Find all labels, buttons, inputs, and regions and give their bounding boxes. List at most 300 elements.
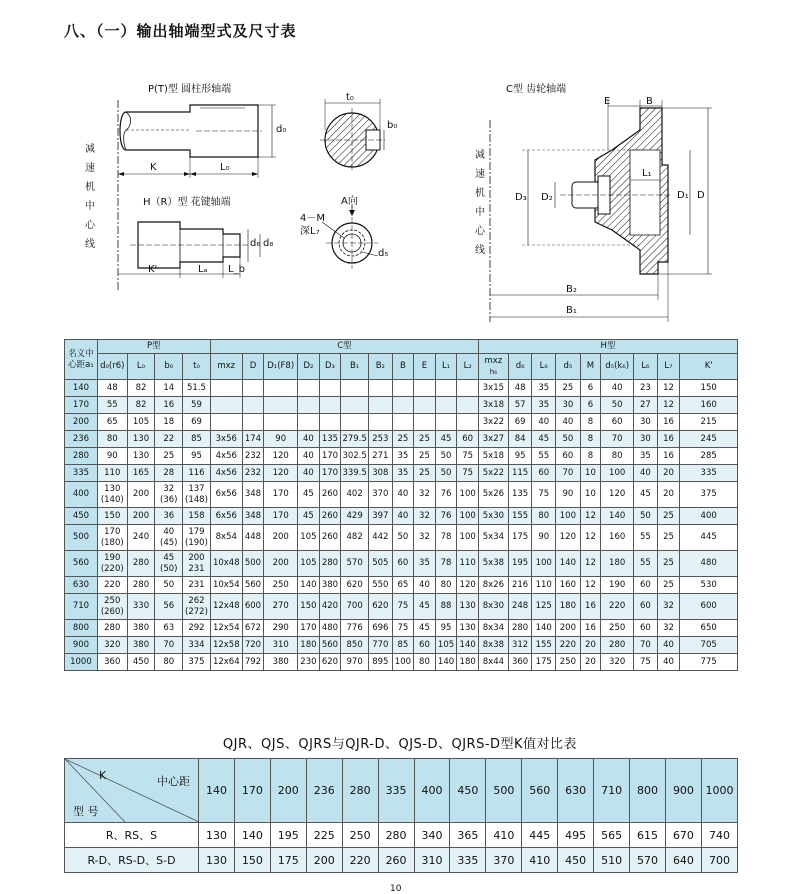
center-distance-cell: 1000 — [65, 654, 98, 671]
center-distance-cell: 236 — [65, 431, 98, 448]
table-cell: 135 — [508, 482, 532, 508]
table-cell: 25 — [556, 380, 581, 397]
table-cell: 40 — [298, 465, 320, 482]
table-cell: 70 — [601, 431, 634, 448]
table-cell: 5x22 — [479, 465, 509, 482]
table-cell: 115 — [508, 465, 532, 482]
table-cell: 312 — [508, 637, 532, 654]
corner-model: 型 号 — [73, 805, 99, 818]
table-cell: 292 — [183, 620, 211, 637]
k-value-cell: 220 — [342, 848, 378, 873]
table-cell: 25 — [414, 431, 436, 448]
table-cell: 75 — [457, 448, 479, 465]
dim-d3: D₃ — [515, 192, 527, 203]
table-cell: 850 — [341, 637, 369, 654]
table-cell: 16 — [580, 594, 601, 620]
table-cell: 60 — [414, 637, 436, 654]
table-cell: 480 — [680, 551, 738, 577]
table-cell — [435, 414, 457, 431]
table-cell: 35 — [532, 397, 556, 414]
k-value-cell: 140 — [234, 823, 270, 848]
table-cell: 60 — [556, 448, 581, 465]
k-table-row — [65, 848, 738, 873]
table-cell: 505 — [369, 551, 393, 577]
table-cell — [414, 397, 436, 414]
table-cell: 50 — [435, 465, 457, 482]
dim-d8: d₈ — [263, 238, 274, 249]
table-cell: 285 — [680, 448, 738, 465]
table-cell: 195 — [508, 551, 532, 577]
table-cell: 110 — [532, 577, 556, 594]
table-cell: 170 — [319, 465, 341, 482]
table-cell: 160 — [556, 577, 581, 594]
k-value-cell: 335 — [450, 848, 486, 873]
table-cell: 45 — [298, 482, 320, 508]
k-center-header: 400 — [414, 759, 450, 823]
table-cell: 120 — [601, 482, 634, 508]
table-cell: 792 — [242, 654, 264, 671]
table-cell: 84 — [508, 431, 532, 448]
header-p-col: d₀(r6) — [97, 354, 127, 380]
table-cell: 150 — [298, 594, 320, 620]
k-center-header: 200 — [270, 759, 306, 823]
table-cell: 40 — [532, 414, 556, 431]
table-cell: 10 — [580, 465, 601, 482]
header-group-c: C型 — [210, 340, 478, 354]
table-cell: 175 — [508, 525, 532, 551]
table-cell: 76 — [435, 482, 457, 508]
table-cell: 720 — [242, 637, 264, 654]
table-cell: 130 — [127, 448, 155, 465]
table-cell: 35 — [392, 465, 414, 482]
dim-d6: d₆ — [250, 238, 261, 249]
table-cell: 110 — [97, 465, 127, 482]
table-cell: 40 — [657, 654, 680, 671]
table-cell: 250 — [556, 654, 581, 671]
table-cell: 8x38 — [479, 637, 509, 654]
table-cell: 63 — [155, 620, 183, 637]
table-cell: 232 — [242, 465, 264, 482]
table-cell: 10x48 — [210, 551, 242, 577]
table-cell: 69 — [183, 414, 211, 431]
table-cell: 32 (36) — [155, 482, 183, 508]
table-cell: 100 — [556, 508, 581, 525]
table-cell: 12x54 — [210, 620, 242, 637]
k-value-cell: 410 — [486, 823, 522, 848]
table-cell: 20 — [580, 654, 601, 671]
table-cell: 620 — [319, 654, 341, 671]
header-c-col: D₁(F8) — [264, 354, 298, 380]
table-cell: 90 — [97, 448, 127, 465]
dim-t0: t₀ — [346, 92, 354, 103]
table-cell — [298, 414, 320, 431]
header-c-col: D₃ — [319, 354, 341, 380]
table-cell: 10 — [580, 482, 601, 508]
table-cell: 100 — [457, 482, 479, 508]
table-cell: 180 — [298, 637, 320, 654]
table-cell: 125 — [532, 594, 556, 620]
table-cell: 775 — [680, 654, 738, 671]
table-cell: 6x56 — [210, 508, 242, 525]
k-value-cell: 260 — [378, 848, 414, 873]
table-cell: 165 — [127, 465, 155, 482]
table-cell: 3x56 — [210, 431, 242, 448]
table-cell — [341, 397, 369, 414]
p-type-shaft-drawing — [118, 105, 276, 178]
table-cell: 5x18 — [479, 448, 509, 465]
table-cell: 220 — [97, 577, 127, 594]
table-cell: 50 — [556, 431, 581, 448]
table-cell: 482 — [341, 525, 369, 551]
dim-la: Lₐ — [198, 264, 208, 275]
table-row — [65, 465, 738, 482]
table-cell: 4x56 — [210, 448, 242, 465]
table-cell: 180 — [556, 594, 581, 620]
table-cell: 135 — [319, 431, 341, 448]
reducer-center-line-right: 减 速 机 中 心 线 — [475, 150, 485, 256]
table-cell: 75 — [634, 654, 658, 671]
table-cell: 170 (180) — [97, 525, 127, 551]
table-cell — [369, 380, 393, 397]
table-cell: 248 — [508, 594, 532, 620]
table-cell: 75 — [532, 482, 556, 508]
table-row — [65, 431, 738, 448]
table-cell: 155 — [508, 508, 532, 525]
table-cell: 70 — [634, 637, 658, 654]
p-type-label: P(T)型 圆柱形轴端 — [148, 84, 232, 95]
dim-d2: D₂ — [541, 192, 553, 203]
table-cell: 8x44 — [479, 654, 509, 671]
table-cell: 3x15 — [479, 380, 509, 397]
k-value-cell: 340 — [414, 823, 450, 848]
table-cell: 280 — [601, 637, 634, 654]
table-cell: 76 — [435, 508, 457, 525]
dim-d5: d₅ — [378, 248, 389, 259]
table-cell — [264, 414, 298, 431]
table-cell: 25 — [414, 465, 436, 482]
k-value-cell: 445 — [522, 823, 558, 848]
k-center-header: 450 — [450, 759, 486, 823]
center-distance-cell: 900 — [65, 637, 98, 654]
dim-l0: L₀ — [220, 162, 230, 173]
k-value-cell: 450 — [558, 848, 594, 873]
table-cell: 320 — [601, 654, 634, 671]
table-cell: 50 — [435, 448, 457, 465]
corner-center-distance: 中心距 — [157, 775, 190, 788]
header-h-col: d₅ — [556, 354, 581, 380]
header-a1-line2: 心距a₁ — [68, 359, 94, 370]
table-cell: 600 — [242, 594, 264, 620]
table-cell: 130 — [457, 620, 479, 637]
table-cell — [264, 397, 298, 414]
table-cell: 40 — [556, 414, 581, 431]
table-row — [65, 637, 738, 654]
header-h-col: L₆ — [532, 354, 556, 380]
table-cell: 400 — [680, 508, 738, 525]
table-cell: 100 — [457, 508, 479, 525]
table-cell: 375 — [183, 654, 211, 671]
dim-d1: D₁ — [677, 190, 689, 201]
table-cell: 48 — [97, 380, 127, 397]
table-cell: 45 — [435, 431, 457, 448]
table-cell: 69 — [508, 414, 532, 431]
table-cell — [369, 397, 393, 414]
table-cell: 78 — [435, 525, 457, 551]
header-h-col: L₇ — [657, 354, 680, 380]
table-cell: 280 — [508, 620, 532, 637]
table-cell: 200 — [264, 525, 298, 551]
table-cell: 28 — [155, 465, 183, 482]
header-h-col: d₆ — [508, 354, 532, 380]
table-cell: 95 — [183, 448, 211, 465]
table-cell: 310 — [264, 637, 298, 654]
table-cell: 40 — [298, 431, 320, 448]
table-cell — [210, 380, 242, 397]
table-cell: 59 — [183, 397, 211, 414]
header-c-col: B₁ — [341, 354, 369, 380]
page-number: 10 — [390, 884, 402, 894]
table-cell: 40 — [634, 465, 658, 482]
table-cell: 445 — [680, 525, 738, 551]
k-value-cell: 195 — [270, 823, 306, 848]
table-cell — [264, 380, 298, 397]
table-cell: 442 — [369, 525, 393, 551]
table-cell: 308 — [369, 465, 393, 482]
table-cell: 12 — [657, 380, 680, 397]
k-value-cell: 310 — [414, 848, 450, 873]
table-row — [65, 577, 738, 594]
table-cell: 348 — [242, 482, 264, 508]
table-cell: 140 — [435, 654, 457, 671]
k-value-cell: 225 — [306, 823, 342, 848]
header-h-mxz-line2: h₆ — [489, 367, 498, 376]
table-cell: 200 — [127, 482, 155, 508]
header-c-col: B — [392, 354, 414, 380]
table-cell: 250 (260) — [97, 594, 127, 620]
table-cell: 250 — [601, 620, 634, 637]
table-cell: 12x64 — [210, 654, 242, 671]
table-cell: 5x26 — [479, 482, 509, 508]
table-cell: 56 — [155, 594, 183, 620]
table-cell: 280 — [97, 620, 127, 637]
table-cell: 57 — [508, 397, 532, 414]
center-distance-cell: 400 — [65, 482, 98, 508]
k-value-cell: 670 — [665, 823, 701, 848]
table-cell: 51.5 — [183, 380, 211, 397]
table-cell: 130 — [127, 431, 155, 448]
table-cell: 420 — [319, 594, 341, 620]
k-value-cell: 640 — [665, 848, 701, 873]
table-cell: 45 — [414, 620, 436, 637]
table-cell: 78 — [435, 551, 457, 577]
table-cell: 380 — [127, 620, 155, 637]
k-value-table — [64, 758, 738, 873]
table-cell — [457, 397, 479, 414]
table-cell: 140 — [457, 637, 479, 654]
table-cell: 82 — [127, 397, 155, 414]
k-center-header: 560 — [522, 759, 558, 823]
table-cell: 18 — [155, 414, 183, 431]
table-cell: 23 — [634, 380, 658, 397]
table-cell: 40 (45) — [155, 525, 183, 551]
table-cell: 32 — [414, 508, 436, 525]
table-cell: 8 — [580, 414, 601, 431]
table-cell: 55 — [634, 551, 658, 577]
table-cell: 35 — [634, 448, 658, 465]
table-row — [65, 482, 738, 508]
dim-d: D — [697, 190, 705, 201]
table-row — [65, 551, 738, 577]
header-h-col: K' — [680, 354, 738, 380]
table-cell: 80 — [435, 577, 457, 594]
table-cell: 32 — [657, 620, 680, 637]
k-value-cell: 280 — [378, 823, 414, 848]
table-cell: 120 — [556, 525, 581, 551]
table-cell: 85 — [392, 637, 414, 654]
dim-4m: 4－M — [300, 213, 325, 224]
table-cell: 16 — [657, 448, 680, 465]
table-cell: 240 — [127, 525, 155, 551]
center-distance-cell: 450 — [65, 508, 98, 525]
table-cell: 500 — [242, 551, 264, 577]
table-cell: 137 (148) — [183, 482, 211, 508]
table-cell: 696 — [369, 620, 393, 637]
table-cell: 5x34 — [479, 525, 509, 551]
header-p-col: L₀ — [127, 354, 155, 380]
header-p-col: t₀ — [183, 354, 211, 380]
table-cell: 290 — [264, 620, 298, 637]
table-cell — [242, 380, 264, 397]
table-cell: 560 — [319, 637, 341, 654]
k-table-row — [65, 823, 738, 848]
table-cell: 190 — [601, 577, 634, 594]
table-cell: 60 — [601, 414, 634, 431]
table-cell: 20 — [657, 465, 680, 482]
table-cell: 174 — [242, 431, 264, 448]
table-cell: 110 — [457, 551, 479, 577]
table-cell — [319, 397, 341, 414]
table-cell — [341, 380, 369, 397]
table-cell: 25 — [155, 448, 183, 465]
table-cell: 35 — [392, 448, 414, 465]
table-cell: 220 — [556, 637, 581, 654]
table-cell: 895 — [369, 654, 393, 671]
table-cell: 170 — [264, 508, 298, 525]
table-cell: 55 — [532, 448, 556, 465]
k-value-cell: 200 — [306, 848, 342, 873]
table-cell — [298, 380, 320, 397]
k-value-cell: 370 — [486, 848, 522, 873]
table-cell: 8 — [580, 448, 601, 465]
table-cell: 160 — [601, 525, 634, 551]
table-cell: 45 — [298, 508, 320, 525]
table-cell: 320 — [97, 637, 127, 654]
table-cell: 380 — [127, 637, 155, 654]
center-distance-cell: 500 — [65, 525, 98, 551]
table-cell: 200 231 — [183, 551, 211, 577]
table-cell: 80 — [155, 654, 183, 671]
table-cell: 105 — [298, 525, 320, 551]
table-cell: 232 — [242, 448, 264, 465]
table-cell: 55 — [634, 525, 658, 551]
table-cell: 100 — [532, 551, 556, 577]
table-cell: 12 — [580, 525, 601, 551]
table-cell: 25 — [657, 525, 680, 551]
table-cell: 776 — [341, 620, 369, 637]
k-value-cell: 495 — [558, 823, 594, 848]
table-cell: 80 — [532, 508, 556, 525]
table-cell — [369, 414, 393, 431]
table-cell: 27 — [634, 397, 658, 414]
table-cell: 140 — [298, 577, 320, 594]
table-cell: 375 — [680, 482, 738, 508]
table-cell: 480 — [319, 620, 341, 637]
table-cell: 3x18 — [479, 397, 509, 414]
header-nominal-center — [65, 340, 98, 380]
table-cell: 158 — [183, 508, 211, 525]
header-p-col: b₀ — [155, 354, 183, 380]
table-cell: 16 — [657, 414, 680, 431]
table-cell: 90 — [556, 482, 581, 508]
k-value-cell: 510 — [594, 848, 630, 873]
table-cell: 429 — [341, 508, 369, 525]
table-cell: 270 — [264, 594, 298, 620]
table-row — [65, 508, 738, 525]
table-cell: 60 — [392, 551, 414, 577]
table-cell: 25 — [657, 508, 680, 525]
dim-k: K — [150, 162, 157, 173]
table-cell — [457, 380, 479, 397]
table-cell: 970 — [341, 654, 369, 671]
table-cell: 380 — [264, 654, 298, 671]
table-cell: 348 — [242, 508, 264, 525]
table-cell: 280 — [319, 551, 341, 577]
table-cell: 3x27 — [479, 431, 509, 448]
table-cell: 40 — [657, 637, 680, 654]
k-value-cell: 700 — [701, 848, 737, 873]
header-group-p: P型 — [97, 340, 210, 354]
table-cell: 90 — [264, 431, 298, 448]
reducer-center-line-left: 减 速 机 中 心 线 — [85, 144, 95, 250]
table-cell: 60 — [457, 431, 479, 448]
table-cell: 271 — [369, 448, 393, 465]
table-cell: 120 — [264, 448, 298, 465]
table-cell: 40 — [414, 577, 436, 594]
table-cell: 40 — [392, 508, 414, 525]
table-cell: 70 — [556, 465, 581, 482]
table-cell: 260 — [319, 525, 341, 551]
table-cell: 36 — [155, 508, 183, 525]
table-cell — [210, 397, 242, 414]
k-center-header: 630 — [558, 759, 594, 823]
header-h-col: L₆ — [634, 354, 658, 380]
table-cell: 175 — [532, 654, 556, 671]
dim-b1: B₁ — [566, 305, 577, 316]
table-cell: 448 — [242, 525, 264, 551]
table-row — [65, 620, 738, 637]
a-view-drawing — [322, 204, 378, 269]
table-row — [65, 380, 738, 397]
table-cell: 6 — [580, 397, 601, 414]
table-cell: 16 — [580, 620, 601, 637]
table-cell: 65 — [392, 577, 414, 594]
table-cell: 397 — [369, 508, 393, 525]
table-cell: 50 — [634, 508, 658, 525]
dim-l1: L₁ — [642, 168, 652, 179]
header-c-col: D — [242, 354, 264, 380]
table-cell: 150 — [680, 380, 738, 397]
table-cell: 12 — [580, 577, 601, 594]
